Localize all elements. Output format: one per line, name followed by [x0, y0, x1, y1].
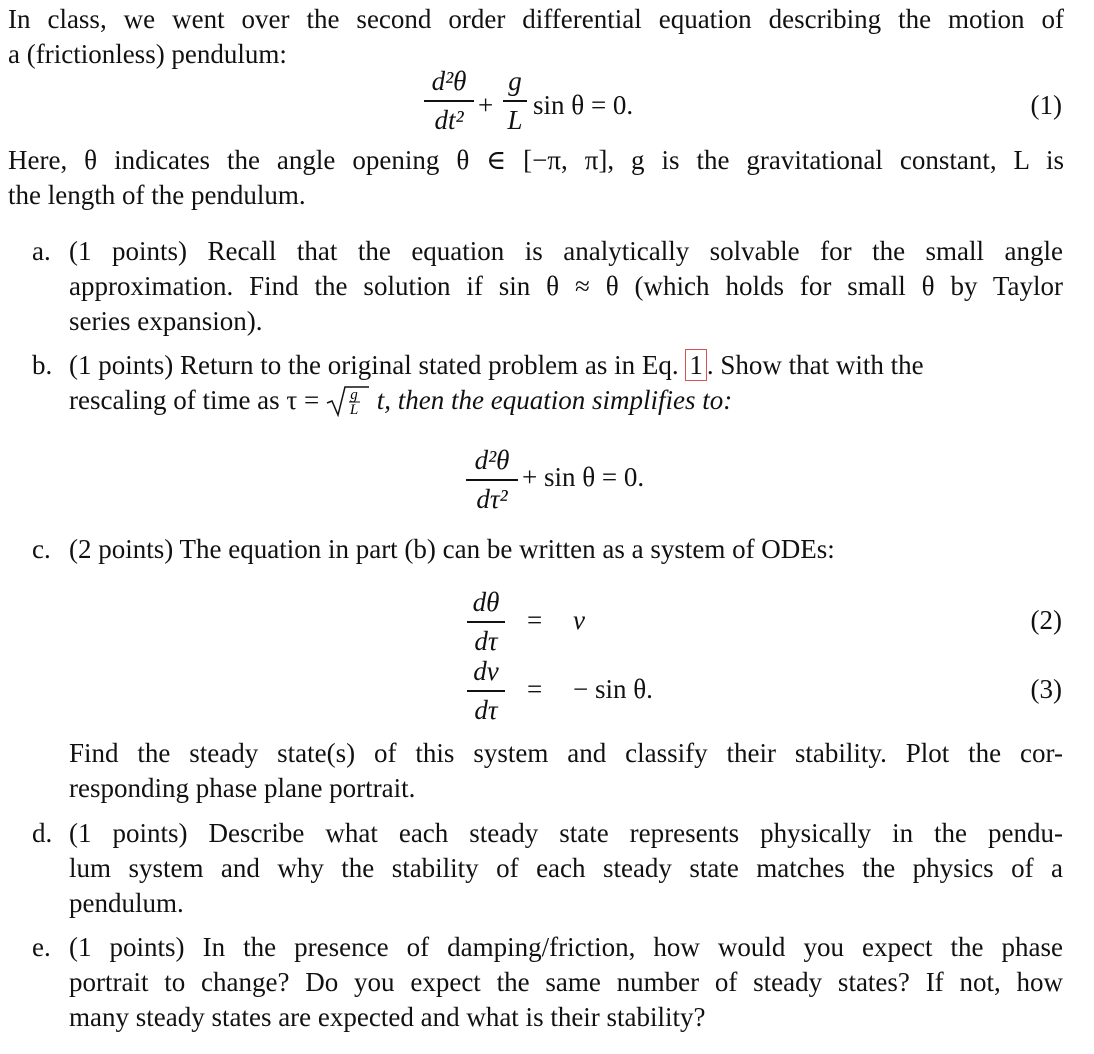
eq2-rhs: v [573, 605, 585, 635]
here-paragraph [8, 143, 1064, 213]
svg-text:g: g [350, 387, 358, 403]
question-a-line-2: approximation. Find the solution if sin θ ≈ θ (which holds for small θ by Taylor [69, 271, 1063, 301]
question-a-line-3: series expansion). [69, 306, 263, 336]
eq1-plus: + [478, 90, 494, 120]
eq2-equals: = [527, 605, 543, 635]
here-line-1: Here, θ indicates the angle opening θ ∈ [−π, π], g is the gravitational constant, L is [8, 145, 1064, 175]
eq3-equals: = [527, 674, 543, 704]
question-b-label: b. [32, 350, 53, 380]
question-c-label: c. [32, 534, 51, 564]
eq3-rhs: − sin θ. [573, 674, 653, 704]
sqrt-radical-icon [326, 385, 370, 417]
eqb-fraction-d2theta-dtau2: d²θ dτ² [466, 443, 518, 517]
intro-paragraph [8, 2, 1064, 72]
question-a-line-1: (1 points) Recall that the equation is analytically solvable for the small angle [69, 236, 1063, 266]
eq1-fraction-g-over-l: g L [503, 64, 527, 138]
eq3-fraction-dv-dtau: dv dτ [467, 654, 505, 728]
here-line-2: the length of the pendulum. [8, 180, 306, 210]
question-c-line-1: (2 points) The equation in part (b) can be written as a system of ODEs: [69, 534, 835, 564]
eq2-fraction-dtheta-dtau: dθ dτ [467, 585, 505, 659]
intro-line-2: a (frictionless) pendulum: [8, 39, 287, 69]
question-e-label: e. [32, 932, 51, 962]
equation-reference-link[interactable]: 1 [685, 349, 707, 381]
sqrt-g-over-l [326, 383, 370, 418]
question-e-line-3: many steady states are expected and what is their stability? [69, 1002, 706, 1032]
eq1-fraction-d2theta: d²θ dt² [424, 64, 474, 138]
question-b-line-1: (1 points) Return to the original stated problem as in Eq. 1 . Show that with the [69, 350, 924, 380]
question-a-label: a. [32, 236, 51, 266]
question-e-line-1: (1 points) In the presence of damping/friction, how would you expect the phase [69, 932, 1063, 962]
eq1-label: (1) [1030, 90, 1062, 120]
eq1-rest: sin θ = 0. [533, 90, 634, 120]
question-c-line-2: Find the steady state(s) of this system and classify their stability. Plot the cor- [69, 738, 1063, 768]
eqb-rest: + sin θ = 0. [522, 462, 645, 492]
eq2-label: (2) [1030, 605, 1062, 635]
eq3-label: (3) [1030, 674, 1062, 704]
question-d-line-3: pendulum. [69, 888, 184, 918]
question-b-line-2: rescaling of time as τ = g L t, then the equation simplifies to: [69, 385, 733, 417]
intro-line-1: In class, we went over the second order differential equation describing the motion of [8, 4, 1064, 34]
question-e-line-2: portrait to change? Do you expect the same number of steady states? If not, how [69, 967, 1063, 997]
question-d-line-1: (1 points) Describe what each steady state represents physically in the pendu- [69, 818, 1063, 848]
question-d-label: d. [32, 818, 53, 848]
question-d-line-2: lum system and why the stability of each steady state matches the physics of a [69, 853, 1063, 883]
question-c-line-3: responding phase plane portrait. [69, 773, 416, 803]
svg-text:L: L [349, 402, 359, 417]
